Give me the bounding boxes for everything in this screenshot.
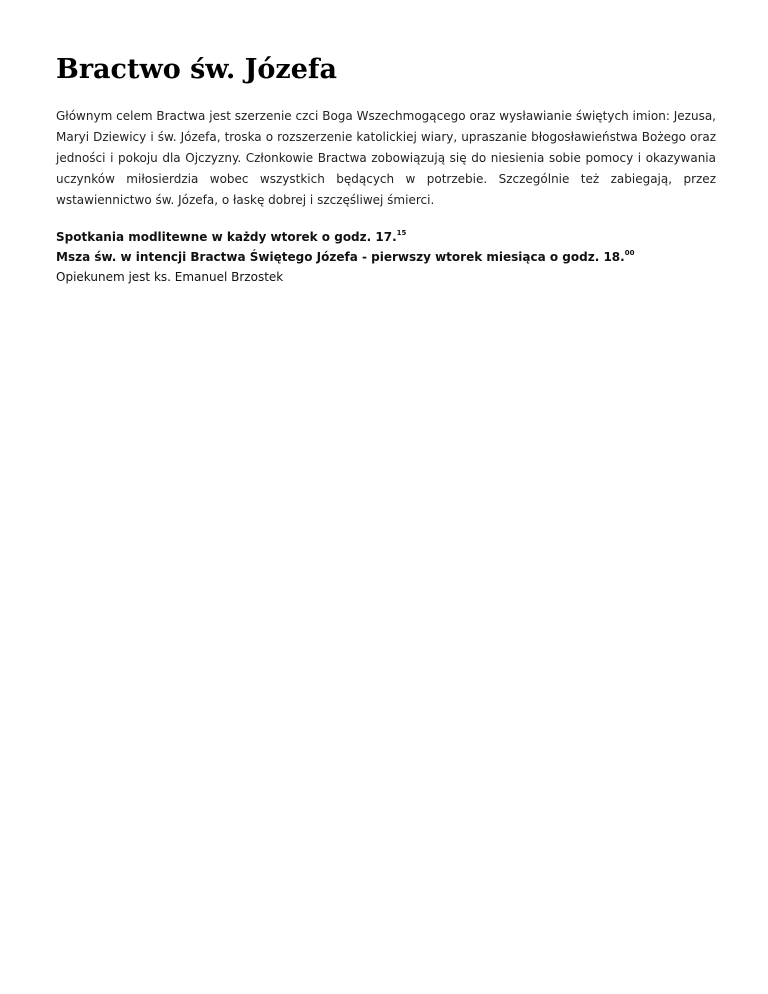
meetings-text: Spotkania modlitewne w każdy wtorek o godz. 17. (56, 230, 397, 244)
meetings-schedule (56, 227, 716, 247)
intro-paragraph: Głównym celem Bractwa jest szerzenie czci Boga Wszechmogącego oraz wysławianie świętych imion: Jezusa, Maryi Dziewicy i św. Józefa, troska o rozszerzenie katolickiej wiary, upraszanie błogosławieństwa Bożego oraz jedności i pokoju dla Ojczyzny. Członkowie Bractwa zobowiązują się do niesienia sobie pomocy i okazywania uczynków miłosierdzia wobec wszystkich będących w potrzebie. Szczególnie też zabiegają, przez wstawiennictwo św. Józefa, o łaskę dobrej i szczęśliwej śmierci. (56, 109, 716, 207)
mass-time-minutes: 00 (624, 249, 635, 257)
mass-text: Msza św. w intencji Bractwa Świętego Józefa - pierwszy wtorek miesiąca o godz. 18. (56, 250, 625, 264)
page-title: Bractwo św. Józefa (56, 54, 338, 85)
guardian-note: Opiekunem jest ks. Emanuel Brzostek (56, 270, 284, 284)
meetings-time-minutes: 15 (396, 229, 407, 237)
mass-schedule (56, 247, 716, 267)
document-body (56, 52, 716, 287)
